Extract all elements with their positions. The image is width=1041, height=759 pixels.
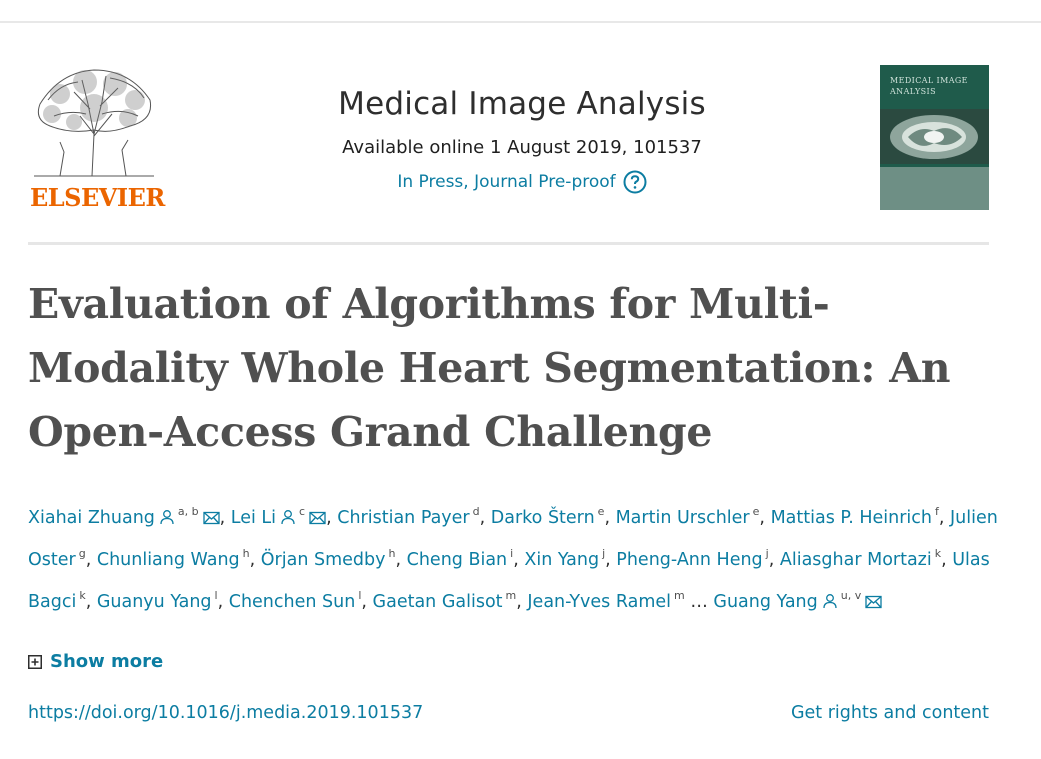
author-name[interactable]: Christian Payer	[337, 508, 470, 528]
top-divider	[0, 21, 1041, 23]
cover-brain-image	[880, 109, 989, 164]
author-item[interactable]	[615, 505, 760, 528]
author-affiliation[interactable]: e	[597, 505, 605, 518]
rights-link[interactable]: Get rights and content	[790, 703, 989, 723]
author-item[interactable]	[406, 547, 514, 570]
author-item[interactable]	[616, 547, 769, 570]
author-affiliation[interactable]: u, v	[840, 589, 862, 602]
author-name[interactable]: Cheng Bian	[406, 550, 508, 570]
author-affiliation[interactable]: l	[358, 589, 362, 602]
header-divider	[28, 242, 989, 245]
author-name[interactable]: Martin Urschler	[615, 508, 750, 528]
show-more-button[interactable]	[28, 650, 163, 674]
plus-box-icon[interactable]	[28, 655, 42, 669]
question-circle-icon[interactable]	[623, 170, 647, 194]
author-name[interactable]: Örjan Smedby	[260, 550, 386, 570]
author-name[interactable]: Aliasghar Mortazi	[779, 550, 932, 570]
author-item[interactable]	[713, 589, 882, 612]
person-icon[interactable]	[159, 509, 175, 525]
author-item[interactable]	[372, 589, 517, 612]
article-title: Evaluation of Algorithms for Multi-Modality Whole Heart Segmentation: An Open-Access Grand Challenge	[28, 280, 951, 456]
author-affiliation[interactable]: f	[934, 505, 939, 518]
author-item[interactable]	[770, 505, 939, 528]
author-affiliation[interactable]: c	[299, 505, 306, 518]
author-name[interactable]: Ulas Bagci	[28, 550, 990, 612]
cover-band	[880, 167, 989, 210]
author-item[interactable]	[337, 505, 480, 528]
author-affiliation[interactable]: m	[505, 589, 517, 602]
author-affiliation[interactable]: g	[78, 547, 86, 560]
author-affiliation[interactable]: e	[752, 505, 760, 518]
author-affiliation[interactable]: k	[934, 547, 942, 560]
journal-cover[interactable]	[880, 65, 989, 210]
author-name[interactable]: Chunliang Wang	[96, 550, 240, 570]
press-status-label[interactable]: In Press, Journal Pre-proof	[397, 172, 616, 192]
author-name[interactable]: Xin Yang	[524, 550, 600, 570]
doi-link[interactable]: https://doi.org/10.1016/j.media.2019.101537	[28, 703, 424, 723]
author-item[interactable]	[96, 547, 250, 570]
author-name[interactable]: Darko Štern	[490, 508, 595, 528]
author-affiliation[interactable]: a, b	[177, 505, 199, 518]
person-icon[interactable]	[822, 593, 838, 609]
author-affiliation[interactable]: k	[79, 589, 86, 602]
author-affiliation[interactable]: d	[472, 505, 480, 518]
author-item[interactable]	[228, 589, 362, 612]
mail-icon[interactable]	[865, 595, 882, 609]
author-name[interactable]: Mattias P. Heinrich	[770, 508, 932, 528]
author-ellipsis: …	[684, 592, 714, 612]
author-item[interactable]	[260, 547, 396, 570]
author-item[interactable]	[96, 589, 218, 612]
availability-text: Available online 1 August 2019, 101537	[342, 137, 702, 158]
mail-icon[interactable]	[203, 511, 220, 525]
author-item[interactable]	[490, 505, 605, 528]
journal-info	[248, 84, 796, 194]
author-name[interactable]: Guanyu Yang	[96, 592, 212, 612]
author-name[interactable]: Pheng-Ann Heng	[616, 550, 763, 570]
author-affiliation[interactable]: j	[765, 547, 769, 560]
author-name[interactable]: Julien Oster	[28, 508, 998, 570]
press-status[interactable]	[397, 170, 646, 194]
publisher-name: ELSEVIER	[30, 183, 165, 212]
author-item[interactable]	[527, 589, 685, 612]
author-affiliation[interactable]: l	[214, 589, 218, 602]
author-name[interactable]: Chenchen Sun	[228, 592, 356, 612]
mail-icon[interactable]	[309, 511, 326, 525]
author-affiliation[interactable]: m	[674, 589, 685, 602]
cover-title: MEDICAL IMAGE ANALYSIS	[890, 76, 968, 96]
author-item[interactable]	[779, 547, 942, 570]
author-item[interactable]	[28, 505, 220, 528]
author-affiliation[interactable]: i	[510, 547, 514, 560]
author-affiliation[interactable]: j	[602, 547, 606, 560]
author-item[interactable]	[524, 547, 606, 570]
author-item[interactable]	[230, 505, 326, 528]
journal-title[interactable]: Medical Image Analysis	[338, 86, 706, 122]
author-name[interactable]: Xiahai Zhuang	[28, 508, 155, 528]
show-more-label[interactable]: Show more	[50, 651, 164, 672]
author-name[interactable]: Guang Yang	[713, 592, 818, 612]
author-name[interactable]: Jean-Yves Ramel	[527, 592, 672, 612]
author-affiliation[interactable]: h	[388, 547, 396, 560]
person-icon[interactable]	[280, 509, 296, 525]
author-affiliation[interactable]: h	[242, 547, 250, 560]
author-name[interactable]: Gaetan Galisot	[372, 592, 503, 612]
elsevier-tree-icon	[30, 64, 158, 180]
author-name[interactable]: Lei Li	[230, 508, 277, 528]
author-list: Xiahai Zhuang $^{a, b}$ , Lei Li $^c$ , Christian Payer $^d$, Darko Štern $^e$, Martin Urschler $^e$, Mattias P. Heinrich $^f$, Julien Oster $^g$, Chunliang Wang $^h$, Örjan Smedby $^h$, Cheng Bian $^i$, Xin Yang $^j$, Pheng-Ann Heng $^j$, Aliasghar Mortazi $^k$, Ulas Bagci $^k$, Guanyu Yang $^l$, Chenchen Sun $^l$, Gaetan Galisot $^m$, Jean-Yves Ramel $^m$ … Guang Yang $^{u, v}$	[28, 505, 998, 612]
publisher-logo[interactable]	[28, 64, 165, 212]
article-header	[28, 64, 989, 212]
